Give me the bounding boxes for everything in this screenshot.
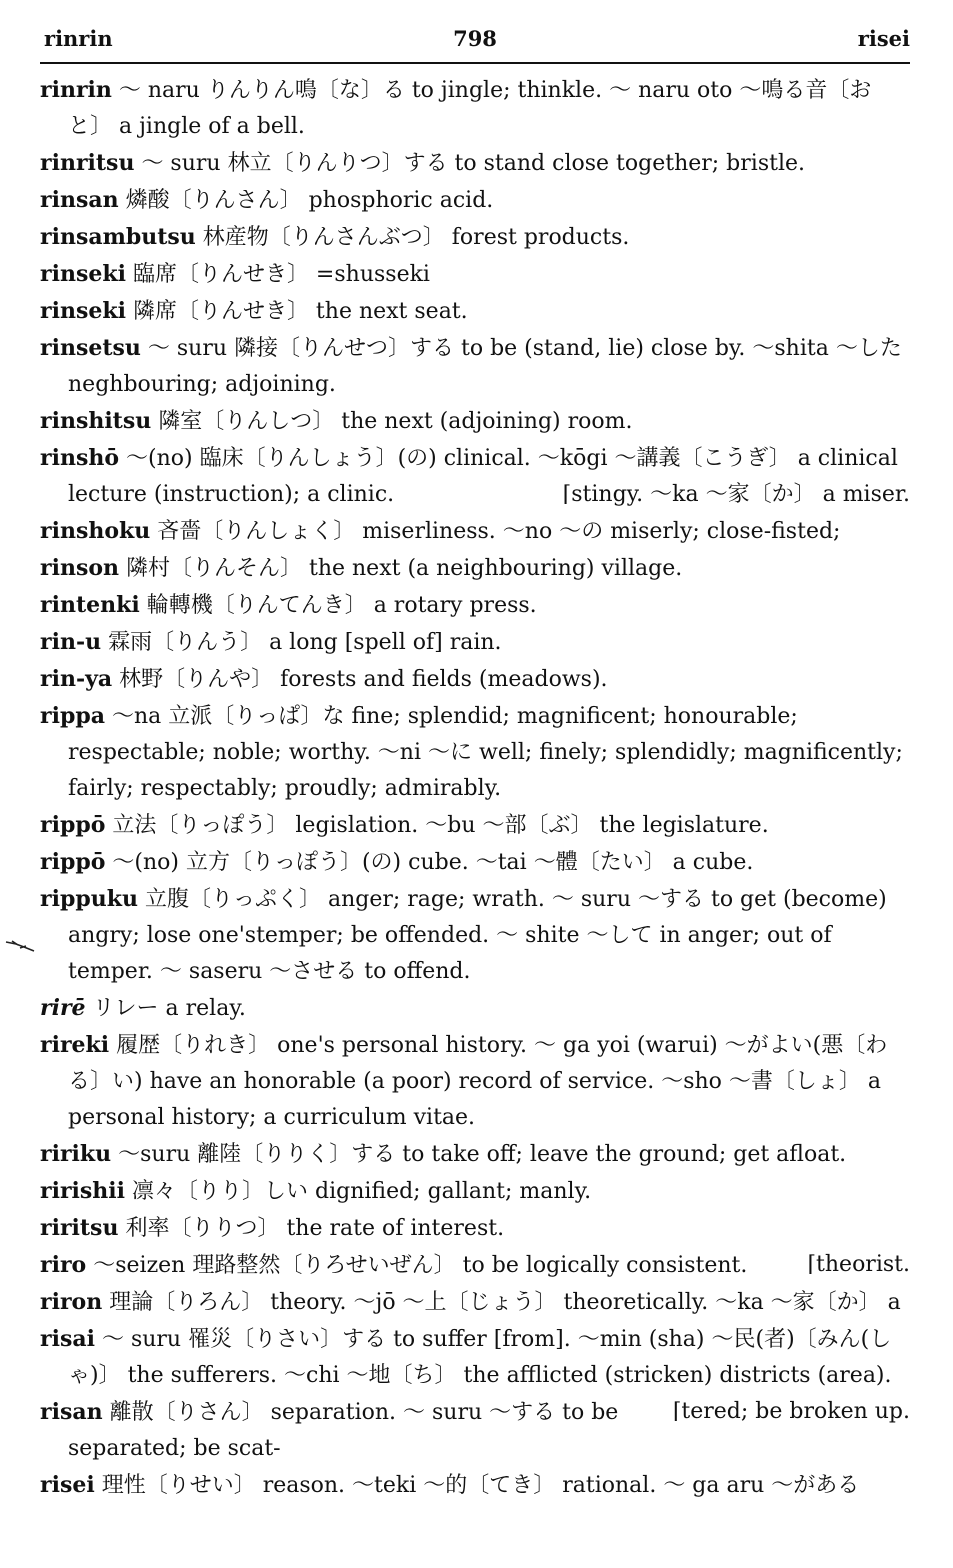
definition: ～ naru りんりん鳴〔な〕る to jingle; thinkle. ～ naru oto ～鳴る音〔おと〕 a jingle of a bell. [68, 78, 872, 139]
dictionary-entry [40, 1173, 910, 1210]
headword: rinrin [40, 77, 112, 103]
dictionary-entry [40, 403, 910, 440]
headword: rinson [40, 555, 119, 581]
dictionary-entry [40, 844, 910, 881]
headword: riro [40, 1252, 87, 1278]
definition: ～suru 離陸〔りりく〕する to take off; leave the ground; get afloat. [118, 1142, 847, 1167]
definition: ～ suru 林立〔りんりつ〕する to stand close together; bristle. [141, 151, 805, 176]
headword: risei [40, 1472, 95, 1498]
definition: 吝嗇〔りんしょく〕 miserliness. ～no ～の miserly; close-fisted; [157, 519, 841, 544]
dictionary-entry [40, 661, 910, 698]
dictionary-entry [40, 145, 910, 182]
headword: rireki [40, 1032, 110, 1058]
headword: rinsetsu [40, 335, 141, 361]
dictionary-entry [40, 807, 910, 844]
definition: ～(no) 臨床〔りんしょう〕(の) clinical. ～kōgi ～講義〔こうぎ〕 a clinical lecture (instruction); a clinic. [68, 446, 898, 507]
dictionary-entry [40, 624, 910, 661]
definition: ～(no) 立方〔りっぽう〕(の) cube. ～tai ～體〔たい〕 a cube. [112, 850, 754, 875]
dictionary-entry [40, 587, 910, 624]
headword: riritsu [40, 1215, 119, 1241]
header-rule [40, 62, 910, 64]
headword: rin-ya [40, 666, 113, 692]
definition: 理論〔りろん〕 theory. ～jō ～上〔じょう〕 theoretically. ～ka ～家〔か〕 a [109, 1290, 901, 1315]
carryover-text: ⌈tered; be broken up. [672, 1399, 910, 1424]
headword: ririshii [40, 1178, 125, 1204]
headword: rirē [40, 995, 86, 1021]
headword: rippō [40, 849, 106, 875]
headword: riron [40, 1289, 103, 1315]
definition: 霖雨〔りんう〕 a long [spell of] rain. [108, 630, 502, 655]
dictionary-entry [40, 256, 910, 293]
headword: rinritsu [40, 150, 135, 176]
dictionary-entry [40, 698, 910, 807]
dictionary-entry [40, 513, 910, 550]
definition: 隣村〔りんそん〕 the next (a neighbouring) village. [126, 556, 683, 581]
headword: rinsambutsu [40, 224, 196, 250]
headword: rippuku [40, 886, 138, 912]
definition: 燐酸〔りんさん〕 phosphoric acid. [125, 188, 494, 213]
definition: 履歴〔りれき〕 one's personal history. ～ ga yoi (warui) ～がよい(悪〔わる〕い) have an honorable (a poor) record of service. ～sho ～書〔しょ〕 a personal history; a curriculum vitae. [68, 1033, 888, 1130]
dictionary-entry [40, 1467, 910, 1504]
dictionary-entry [40, 1136, 910, 1173]
headword: risan [40, 1399, 103, 1425]
dictionary-entry [40, 550, 910, 587]
headword: rin-u [40, 629, 102, 655]
header-last-headword: risei [857, 26, 910, 51]
definition: 凛々〔りり〕しい dignified; gallant; manly. [132, 1179, 592, 1204]
dictionary-page [40, 22, 910, 1504]
page-number: 798 [453, 26, 497, 51]
definition: ～ suru 隣接〔りんせつ〕する to be (stand, lie) close by. ～shita ～した neghbouring; adjoining. [68, 336, 902, 397]
definition: 理性〔りせい〕 reason. ～teki ～的〔てき〕 rational. ～ ga aru ～がある [101, 1473, 860, 1498]
definition: リレー a relay. [92, 996, 246, 1021]
page-header [40, 22, 910, 62]
definition: 林野〔りんや〕 forests and fields (meadows). [119, 667, 608, 692]
headword: rinshō [40, 445, 119, 471]
dictionary-entry [40, 72, 910, 145]
headword: rinsan [40, 187, 119, 213]
dictionary-entry [40, 182, 910, 219]
dictionary-entry [40, 219, 910, 256]
dictionary-entry [40, 1027, 910, 1136]
ink-speck-mark [4, 936, 38, 956]
carryover-text: ⌈theorist. [807, 1252, 910, 1277]
dictionary-entry [40, 1247, 910, 1284]
dictionary-entry [40, 1210, 910, 1247]
dictionary-entry [40, 440, 910, 513]
definition: 立法〔りっぽう〕 legislation. ～bu ～部〔ぶ〕 the legislature. [112, 813, 769, 838]
definition: 利率〔りりつ〕 the rate of interest. [125, 1216, 505, 1241]
dictionary-entry [40, 330, 910, 403]
definition: 臨席〔りんせき〕 =shusseki [132, 262, 430, 287]
headword: ririku [40, 1141, 112, 1167]
definition: ～ suru 罹災〔りさい〕する to suffer [from]. ～min (sha) ～民(者)〔みん(しゃ)〕 the sufferers. ～chi ～地〔ち〕 the afflicted (stricken) districts (area). [68, 1327, 892, 1388]
dictionary-entry [40, 990, 910, 1027]
definition: ～seizen 理路整然〔りろせいぜん〕 to be logically consistent. [93, 1253, 748, 1278]
headword: rippō [40, 812, 106, 838]
definition: 輪轉機〔りんてんき〕 a rotary press. [146, 593, 537, 618]
dictionary-entry [40, 293, 910, 330]
dictionary-entry [40, 881, 910, 990]
definition: ～na 立派〔りっぱ〕な fine; splendid; magnificent; honourable; respectable; noble; worthy. ～ni ～に well; finely; splendidly; magnificently; fairly; respectably; proudly; admirably. [68, 704, 903, 801]
headword: rinshoku [40, 518, 151, 544]
headword: rippa [40, 703, 105, 729]
definition: 林産物〔りんさんぶつ〕 forest products. [202, 225, 630, 250]
headword: rinseki [40, 298, 126, 324]
entry-list [40, 72, 910, 1504]
headword: risai [40, 1326, 95, 1352]
headword: rinshitsu [40, 408, 152, 434]
carryover-text: ⌈stingy. ～ka ～家〔か〕 a miser. [562, 482, 910, 507]
header-first-headword: rinrin [44, 26, 113, 51]
definition: 隣席〔りんせき〕 the next seat. [132, 299, 468, 324]
headword: rinseki [40, 261, 126, 287]
definition: 離散〔りさん〕 separation. ～ suru ～する to be separated; be scat- [68, 1400, 619, 1461]
headword: rintenki [40, 592, 140, 618]
definition: 立腹〔りっぷく〕 anger; rage; wrath. ～ suru ～する to get (become) angry; lose one'stemper; be offended. ～ shite ～して in anger; out of temper. ～ saseru ～させる to offend. [68, 887, 887, 984]
dictionary-entry [40, 1284, 910, 1321]
definition: 隣室〔りんしつ〕 the next (adjoining) room. [158, 409, 633, 434]
